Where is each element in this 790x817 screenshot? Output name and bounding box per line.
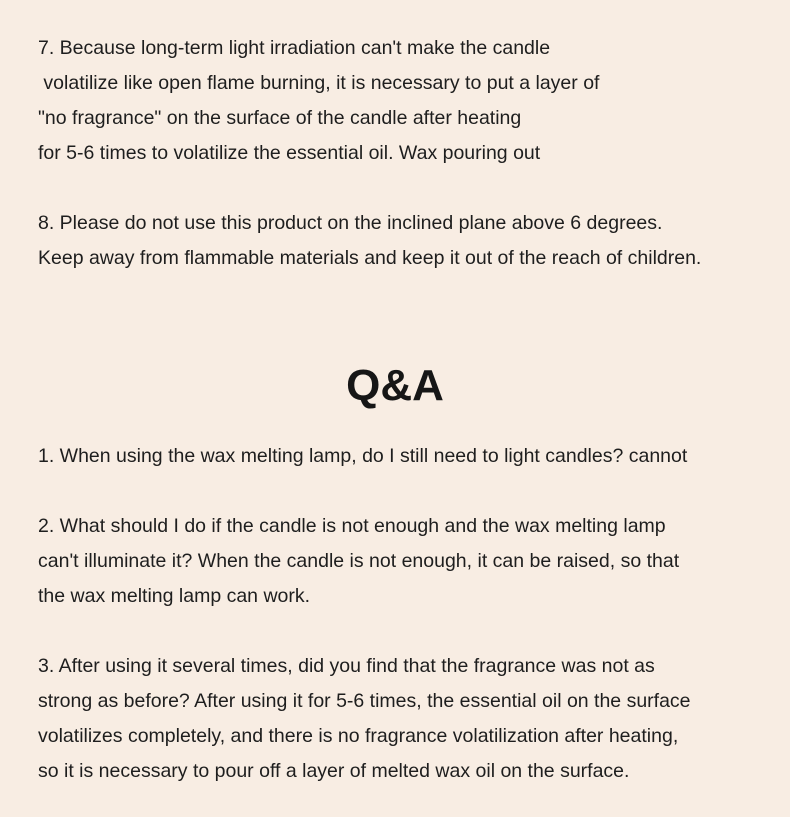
qa-item-2-line-2: can't illuminate it? When the candle is not enough, it can be raised, so that — [38, 550, 680, 572]
tip-7-line-1: 7. Because long-term light irradiation can't make the candle — [38, 37, 551, 59]
qa-item-3-line-4: so it is necessary to pour off a layer of melted wax oil on the surface. — [38, 760, 630, 782]
qa-item-3-line-1: 3. After using it several times, did you find that the fragrance was not as — [38, 655, 655, 677]
tip-8-line-1: 8. Please do not use this product on the inclined plane above 6 degrees. — [38, 212, 663, 234]
tip-8-line-2: Keep away from flammable materials and keep it out of the reach of children. — [38, 247, 702, 269]
qa-item-1-line-1: 1. When using the wax melting lamp, do I still need to light candles? cannot — [38, 445, 688, 467]
qa-heading: Q&A — [346, 361, 444, 410]
tip-7-line-4: for 5-6 times to volatilize the essential oil. Wax pouring out — [38, 142, 541, 164]
qa-item-3-line-2: strong as before? After using it for 5-6 times, the essential oil on the surface — [38, 690, 691, 712]
qa-item-2 — [38, 509, 679, 614]
qa-item-2-line-3: the wax melting lamp can work. — [38, 585, 311, 607]
tip-8 — [38, 206, 701, 276]
qa-item-3 — [38, 649, 691, 789]
qa-item-3-line-3: volatilizes completely, and there is no fragrance volatilization after heating, — [38, 725, 679, 747]
tip-7-line-2: volatilize like open flame burning, it is necessary to put a layer of — [38, 72, 600, 94]
qa-item-1 — [38, 439, 687, 474]
tip-7 — [38, 31, 599, 171]
qa-item-2-line-1: 2. What should I do if the candle is not enough and the wax melting lamp — [38, 515, 666, 537]
tip-7-line-3: "no fragrance" on the surface of the candle after heating — [38, 107, 522, 129]
